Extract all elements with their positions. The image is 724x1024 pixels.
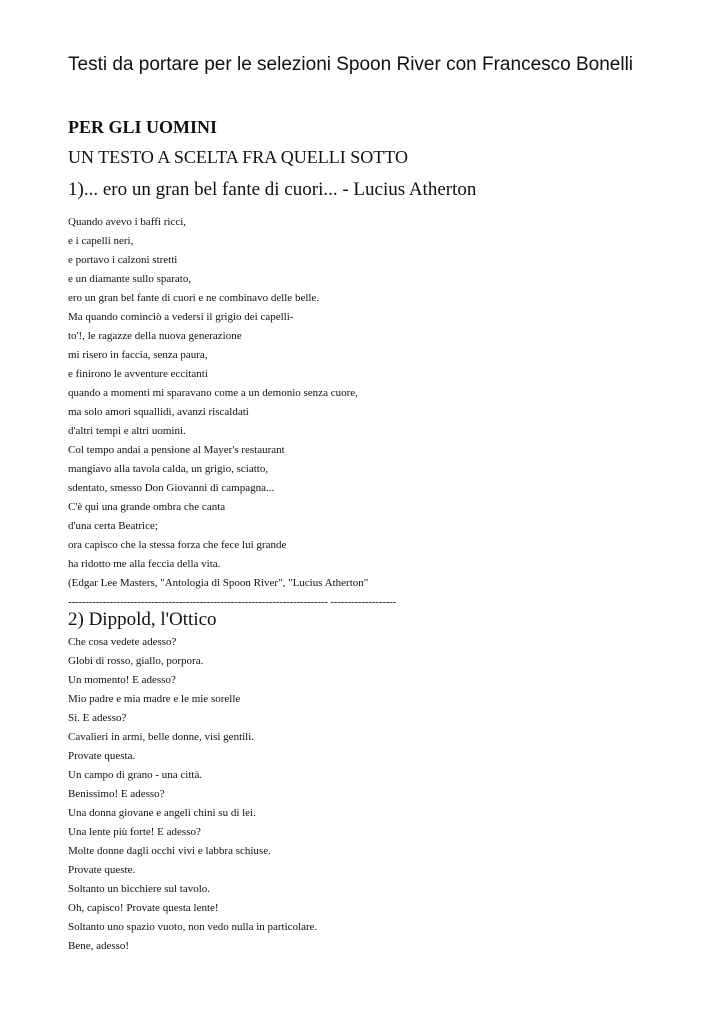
poem-line: e finirono le avventure eccitanti (68, 368, 208, 380)
section-heading-men: PER GLI UOMINI (68, 117, 218, 137)
poem-line: to'!, le ragazze della nuova generazione (68, 330, 242, 342)
poem-title-dippold-ottico: 2) Dippold, l'Ottico (68, 609, 217, 630)
poem-line: Benissimo! E adesso? (68, 788, 165, 800)
poem-line: Globi di rosso, giallo, porpora. (68, 655, 204, 667)
poem-line: e un diamante sullo sparato, (68, 273, 192, 285)
poem-line: ero un gran bel fante di cuori e ne combinavo delle belle. (68, 292, 320, 304)
poem-line: d'una certa Beatrice; (68, 520, 158, 532)
poem-line: C'è qui una grande ombra che canta (68, 501, 226, 513)
poem-line: Provate questa. (68, 750, 136, 762)
poem-citation: (Edgar Lee Masters, "Antologia di Spoon River", "Lucius Atherton" (68, 577, 369, 589)
section-heading-choice: UN TESTO A SCELTA FRA QUELLI SOTTO (68, 147, 408, 167)
poem-line: ma solo amori squallidi, avanzi riscaldati (68, 406, 249, 418)
poem-line: Provate queste. (68, 864, 136, 876)
poem-dippold-ottico (68, 633, 317, 956)
poem-line: Un campo di grano - una città. (68, 769, 203, 781)
poem-line: Un momento! E adesso? (68, 674, 176, 686)
poem-line: Soltanto uno spazio vuoto, non vedo nulla in particolare. (68, 921, 318, 933)
poem-line: mangiavo alla tavola calda, un grigio, sciatto, (68, 463, 269, 475)
poem-title-lucius-atherton: 1)... ero un gran bel fante di cuori... - Lucius Atherton (68, 179, 477, 200)
poem-line: Quando avevo i baffi ricci, (68, 216, 187, 228)
poem-line: Cavalieri in armi, belle donne, visi gentili. (68, 731, 255, 743)
poem-line: Una lente più forte! E adesso? (68, 826, 201, 838)
poem-line: Soltanto un bicchiere sul tavolo. (68, 883, 211, 895)
poem-line: ha ridotto me alla feccia della vita. (68, 558, 221, 570)
poem-line: Oh, capisco! Provate questa lente! (68, 902, 219, 914)
poem-line: d'altri tempi e altri uomini. (68, 425, 186, 437)
poem-line: e i capelli neri, (68, 235, 134, 247)
poem-line: Bene, adesso! (68, 940, 130, 952)
poem-line: Mio padre e mia madre e le mie sorelle (68, 693, 241, 705)
poem-line: sdentato, smesso Don Giovanni di campagna... (68, 482, 275, 494)
poem-line: quando a momenti mi sparavano come a un demonio senza cuore, (68, 387, 358, 399)
poem-line: Che cosa vedete adesso? (68, 636, 177, 648)
poem-line: Sì. E adesso? (68, 712, 127, 724)
document-title: Testi da portare per le selezioni Spoon River con Francesco Bonelli (68, 54, 634, 75)
poem-line: Molte donne dagli occhi vivi e labbra schiuse. (68, 845, 271, 857)
poem-line: Ma quando cominciò a vedersi il grigio dei capelli- (68, 311, 294, 323)
poem-line: mi risero in faccia, senza paura, (68, 349, 208, 361)
poem-lucius-atherton (68, 213, 368, 593)
poem-line: ora capisco che la stessa forza che fece lui grande (68, 539, 287, 551)
poem-line: Col tempo andai a pensione al Mayer's restaurant (68, 444, 285, 456)
section-separator: --------------------------------------------------------------------------- ------------------- (68, 596, 397, 608)
poem-line: e portavo i calzoni stretti (68, 254, 178, 266)
poem-line: Una donna giovane e angeli chini su di lei. (68, 807, 256, 819)
